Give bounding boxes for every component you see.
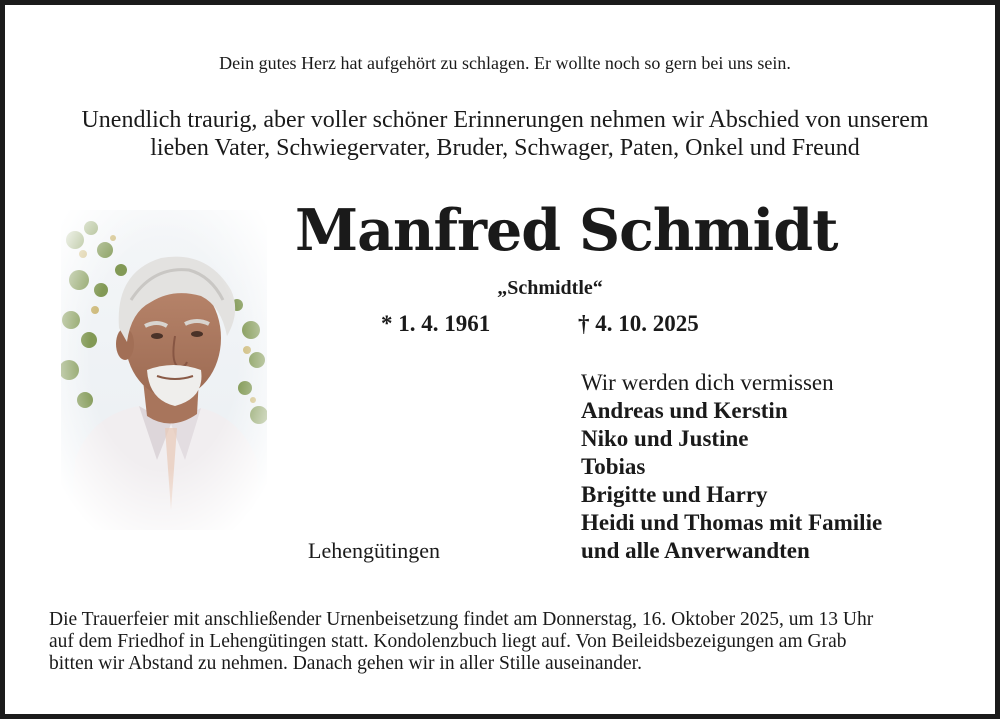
mourners-list — [581, 369, 882, 565]
mourner-name: Andreas und Kerstin — [581, 398, 788, 423]
death-date: † 4. 10. 2025 — [578, 311, 699, 336]
mourners-lead: Wir werden dich vermissen — [581, 370, 834, 395]
mourner-name: und alle Anverwandten — [581, 538, 810, 563]
deceased-name: Manfred Schmidt — [295, 197, 838, 264]
portrait-photo — [61, 210, 267, 530]
mourner-name: Heidi und Thomas mit Familie — [581, 510, 883, 535]
portrait-illustration — [61, 210, 267, 530]
announcement-line: lieben Vater, Schwiegervater, Bruder, Schwager, Paten, Onkel und Freund — [150, 135, 860, 161]
funeral-service-info — [49, 609, 969, 675]
intro-text: Dein gutes Herz hat aufgehört zu schlagen. Er wollte noch so gern bei uns sein. — [219, 53, 791, 73]
service-line: auf dem Friedhof in Lehengütingen statt. Kondolenzbuch liegt auf. Von Beileidsbezeigungen am Grab — [49, 631, 847, 652]
mourner-name: Niko und Justine — [581, 426, 749, 451]
deceased-nickname: „Schmidtle“ — [497, 277, 603, 299]
mourner-name: Tobias — [581, 454, 646, 479]
mourner-name: Brigitte und Harry — [581, 482, 768, 507]
service-line: Die Trauerfeier mit anschließender Urnenbeisetzung findet am Donnerstag, 16. Oktober 2025, um 13 Uhr — [49, 609, 874, 630]
birth-date: * 1. 4. 1961 — [381, 311, 491, 336]
service-line: bitten wir Abstand zu nehmen. Danach gehen wir in aller Stille auseinander. — [49, 653, 642, 674]
announcement-line: Unendlich traurig, aber voller schöner Erinnerungen nehmen wir Abschied von unserem — [81, 107, 929, 133]
place-of-residence: Lehengütingen — [308, 538, 440, 563]
announcement-text — [5, 106, 1000, 162]
